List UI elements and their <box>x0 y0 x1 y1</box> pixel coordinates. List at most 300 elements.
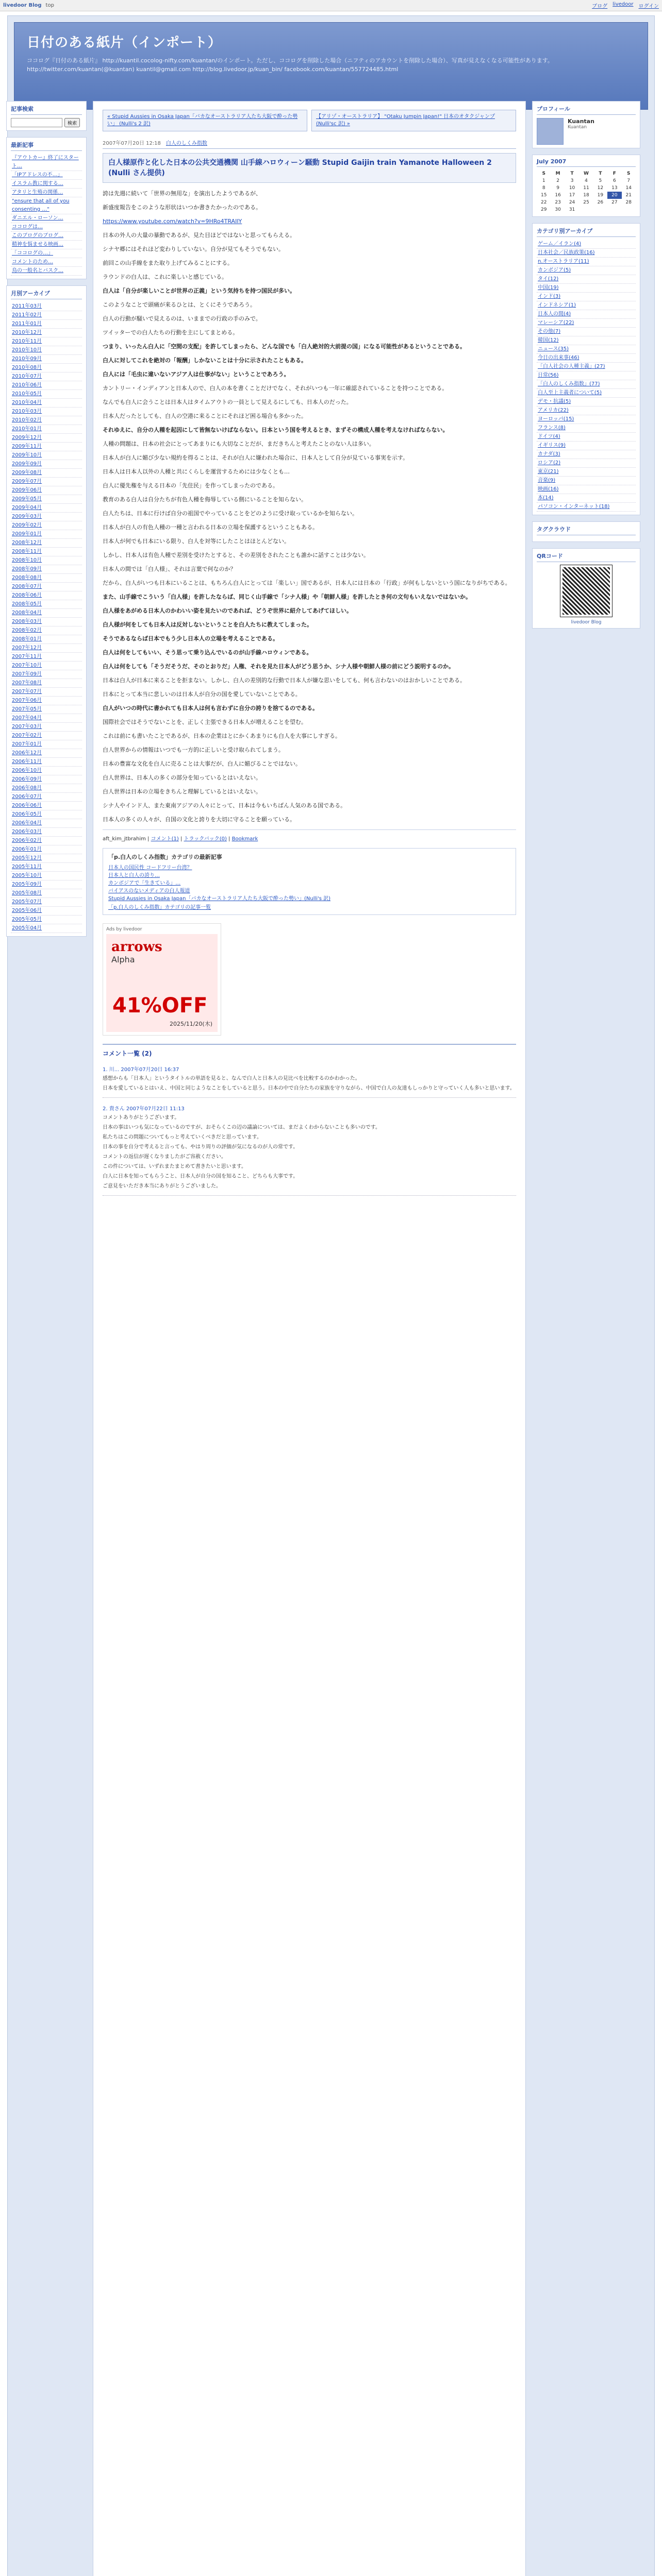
archive-month-item[interactable] <box>11 565 82 574</box>
comment-meta[interactable]: 1. 川... 2007年07月20日 16:37 <box>103 1067 179 1073</box>
archive-month-item[interactable] <box>11 880 82 889</box>
archive-month-item-link[interactable]: 2006年06月 <box>12 803 42 808</box>
category-item-link[interactable]: カンボジア(5) <box>538 267 571 273</box>
archive-month-item-link[interactable]: 2007年06月 <box>12 698 42 703</box>
recent-post-item[interactable] <box>11 197 82 214</box>
related-item-link[interactable]: 日本人と白人の誇り… <box>108 873 160 878</box>
blog-title[interactable]: 日付のある紙片（インポート） <box>27 35 222 50</box>
category-item[interactable] <box>537 494 636 503</box>
archive-month-item-link[interactable]: 2008年12月 <box>12 540 42 546</box>
category-item-link[interactable]: 本(14) <box>538 495 554 501</box>
recent-post-item-link[interactable]: 鳥の一般名とバスク… <box>12 268 63 274</box>
calendar-day[interactable] <box>579 206 593 213</box>
archive-month-item-link[interactable]: 2009年04月 <box>12 505 42 511</box>
top-link-login[interactable]: ログイン <box>638 4 659 9</box>
archive-month-item-link[interactable]: 2008年08月 <box>12 575 42 581</box>
archive-month-item[interactable] <box>11 688 82 697</box>
category-item[interactable] <box>537 310 636 319</box>
archive-month-item-link[interactable]: 2009年08月 <box>12 470 42 476</box>
archive-month-item-link[interactable]: 2010年02月 <box>12 417 42 423</box>
archive-month-item-link[interactable]: 2008年07月 <box>12 584 42 589</box>
archive-month-item-link[interactable]: 2006年11月 <box>12 759 42 765</box>
archive-month-item[interactable] <box>11 662 82 670</box>
archive-month-item[interactable] <box>11 644 82 653</box>
recent-post-item[interactable] <box>11 241 82 249</box>
archive-month-item-link[interactable]: 2010年11月 <box>12 338 42 344</box>
archive-month-item[interactable] <box>11 626 82 635</box>
recent-post-item-link[interactable]: 精神を悩ませる映画… <box>12 242 63 247</box>
recent-post-item[interactable] <box>11 249 82 258</box>
archive-month-item-link[interactable]: 2008年05月 <box>12 601 42 607</box>
calendar-day[interactable] <box>607 206 621 213</box>
calendar-day[interactable]: 16 <box>555 193 561 198</box>
archive-month-item[interactable] <box>11 670 82 679</box>
archive-month-item-link[interactable]: 2009年11月 <box>12 444 42 449</box>
related-item[interactable] <box>108 879 510 887</box>
calendar-day[interactable]: 30 <box>555 207 561 212</box>
archive-month-item-link[interactable]: 2008年11月 <box>12 549 42 554</box>
archive-month-item[interactable] <box>11 679 82 688</box>
category-item-link[interactable]: ニュース(35) <box>538 346 569 352</box>
category-item-link[interactable]: カナダ(3) <box>538 451 560 457</box>
recent-post-item-link[interactable]: 「ココログの…」 <box>12 250 53 256</box>
archive-month-item[interactable] <box>11 758 82 767</box>
calendar-day[interactable]: 15 <box>540 193 547 198</box>
avatar[interactable] <box>537 118 564 145</box>
post-paragraph[interactable] <box>103 217 516 226</box>
category-item-link[interactable]: タイ(12) <box>538 276 559 282</box>
archive-month-item[interactable] <box>11 837 82 845</box>
archive-month-item-link[interactable]: 2007年02月 <box>12 733 42 738</box>
archive-month-item[interactable] <box>11 408 82 416</box>
advertisement[interactable] <box>103 923 221 1036</box>
archive-month-item-link[interactable]: 2005年10月 <box>12 873 42 878</box>
calendar-day[interactable]: 9 <box>556 185 559 191</box>
archive-month-item[interactable] <box>11 504 82 513</box>
post-author[interactable]: aft_kim_jtbrahim <box>103 836 146 842</box>
archive-month-item[interactable] <box>11 898 82 907</box>
archive-month-item-link[interactable]: 2006年07月 <box>12 794 42 800</box>
archive-month-item-link[interactable]: 2010年03月 <box>12 409 42 414</box>
archive-month-item-link[interactable]: 2007年10月 <box>12 663 42 668</box>
category-item-link[interactable]: 音楽(9) <box>538 478 556 483</box>
archive-month-item[interactable] <box>11 793 82 802</box>
archive-month-item[interactable] <box>11 425 82 434</box>
category-item-link[interactable]: マレーシア(22) <box>538 320 574 326</box>
category-item[interactable] <box>537 319 636 328</box>
calendar-day[interactable]: 5 <box>599 178 602 183</box>
archive-month-item-link[interactable]: 2010年09月 <box>12 356 42 362</box>
archive-month-item-link[interactable]: 2006年04月 <box>12 820 42 826</box>
related-item[interactable] <box>108 895 510 903</box>
archive-month-item[interactable] <box>11 854 82 863</box>
category-item-link[interactable]: 東京(21) <box>538 469 559 474</box>
calendar-day[interactable]: 23 <box>555 200 561 205</box>
archive-month-item[interactable] <box>11 889 82 898</box>
recent-post-item[interactable] <box>11 154 82 171</box>
archive-month-item[interactable] <box>11 828 82 837</box>
category-item-link[interactable]: フランス(8) <box>538 425 566 431</box>
category-item-link[interactable]: 映画(16) <box>538 486 559 492</box>
calendar-day[interactable]: 2 <box>556 178 559 183</box>
calendar-day[interactable]: 26 <box>597 200 604 205</box>
category-item[interactable] <box>537 485 636 494</box>
recent-post-item[interactable] <box>11 258 82 267</box>
archive-month-item[interactable] <box>11 600 82 609</box>
archive-month-item-link[interactable]: 2009年10月 <box>12 452 42 458</box>
category-item-link[interactable]: パソコン・インターネット(18) <box>538 504 610 510</box>
trackbacks-link[interactable]: トラックバック(0) <box>184 836 227 842</box>
calendar-day[interactable]: 27 <box>611 200 618 205</box>
archive-month-item-link[interactable]: 2006年05月 <box>12 811 42 817</box>
search-button[interactable]: 検索 <box>64 118 80 127</box>
category-item-link[interactable]: インドネシア(1) <box>538 302 576 308</box>
archive-month-item-link[interactable]: 2009年06月 <box>12 487 42 493</box>
category-item-link[interactable]: 韓国(12) <box>538 337 559 343</box>
calendar-day[interactable]: 24 <box>569 200 575 205</box>
archive-month-item[interactable] <box>11 697 82 705</box>
recent-post-item[interactable] <box>11 214 82 223</box>
category-item[interactable] <box>537 459 636 468</box>
archive-month-item-link[interactable]: 2010年04月 <box>12 400 42 405</box>
archive-month-item-link[interactable]: 2006年12月 <box>12 750 42 756</box>
archive-month-item[interactable] <box>11 767 82 775</box>
archive-month-item[interactable] <box>11 311 82 320</box>
calendar-day[interactable]: 3 <box>570 178 574 183</box>
prev-post-link[interactable] <box>103 110 307 131</box>
archive-month-item-link[interactable]: 2008年06月 <box>12 592 42 598</box>
category-item-link[interactable]: 日本人の間(4) <box>538 311 571 317</box>
archive-month-item-link[interactable]: 2007年12月 <box>12 645 42 651</box>
archive-month-item-link[interactable]: 2007年09月 <box>12 671 42 677</box>
top-link-livedoor[interactable]: livedoor <box>613 2 634 7</box>
prev-post-text[interactable]: « Stupid Aussies in Osaka Japan「バカなオーストラリア人たち大阪で酔った勢い」 (Nulli's 2 訳) <box>107 114 298 127</box>
archive-month-item[interactable] <box>11 723 82 732</box>
category-item[interactable] <box>537 275 636 284</box>
archive-month-item-link[interactable]: 2006年09月 <box>12 776 42 782</box>
archive-month-item[interactable] <box>11 530 82 539</box>
archive-month-item-link[interactable]: 2006年02月 <box>12 838 42 843</box>
recent-post-item[interactable] <box>11 223 82 232</box>
post-category-link[interactable]: 白人のしくみ指数 <box>166 141 207 146</box>
archive-month-item-link[interactable]: 2005年07月 <box>12 899 42 905</box>
category-item[interactable] <box>537 266 636 275</box>
category-item-link[interactable]: 白人至上主義者について(5) <box>538 390 602 396</box>
category-item[interactable] <box>537 503 636 512</box>
archive-month-item[interactable] <box>11 355 82 364</box>
archive-month-item-link[interactable]: 2005年04月 <box>12 925 42 931</box>
calendar-day[interactable]: 20 <box>607 192 621 199</box>
category-item[interactable] <box>537 450 636 459</box>
archive-month-item-link[interactable]: 2006年10月 <box>12 768 42 773</box>
calendar-day[interactable]: 21 <box>625 193 632 198</box>
category-item-link[interactable]: 「白人社会の人種主義」(27) <box>538 364 605 369</box>
archive-month-item-link[interactable]: 2010年10月 <box>12 347 42 353</box>
recent-post-item-link[interactable]: アタリと生殖の関係… <box>12 190 63 195</box>
category-item[interactable] <box>537 258 636 266</box>
category-item-link[interactable]: 今日の出来事(46) <box>538 355 580 361</box>
calendar-day[interactable]: 4 <box>585 178 588 183</box>
recent-post-item[interactable] <box>11 267 82 276</box>
archive-month-item[interactable] <box>11 749 82 758</box>
calendar-day[interactable]: 25 <box>583 200 589 205</box>
archive-month-item-link[interactable]: 2010年06月 <box>12 382 42 388</box>
recent-post-item-link[interactable]: "ensure that all of you consenting …" <box>12 198 70 212</box>
category-item[interactable] <box>537 284 636 293</box>
archive-month-item[interactable] <box>11 740 82 749</box>
archive-month-item-link[interactable]: 2010年01月 <box>12 426 42 432</box>
category-item[interactable] <box>537 406 636 415</box>
archive-month-item[interactable] <box>11 399 82 408</box>
calendar-day[interactable]: 1 <box>542 178 545 183</box>
archive-month-item-link[interactable]: 2010年08月 <box>12 365 42 370</box>
archive-month-item-link[interactable]: 2009年01月 <box>12 531 42 537</box>
archive-month-item[interactable] <box>11 916 82 924</box>
category-item-link[interactable]: ゲーム／イラン(4) <box>538 241 582 247</box>
related-item[interactable] <box>108 887 510 895</box>
category-item[interactable] <box>537 371 636 380</box>
category-item[interactable] <box>537 328 636 336</box>
archive-month-item[interactable] <box>11 302 82 311</box>
archive-month-item[interactable] <box>11 784 82 793</box>
archive-month-item-link[interactable]: 2007年05月 <box>12 706 42 712</box>
archive-month-item-link[interactable]: 2009年02月 <box>12 522 42 528</box>
archive-month-item[interactable] <box>11 495 82 504</box>
archive-month-item[interactable] <box>11 591 82 600</box>
category-item-link[interactable]: アメリカ(22) <box>538 408 569 413</box>
calendar-day[interactable]: 18 <box>583 193 589 198</box>
archive-month-item[interactable] <box>11 469 82 478</box>
archive-month-item-link[interactable]: 2005年08月 <box>12 890 42 896</box>
archive-month-item[interactable] <box>11 635 82 644</box>
recent-post-item-link[interactable]: コメントのため… <box>12 259 53 265</box>
category-item[interactable] <box>537 389 636 398</box>
calendar-day[interactable]: 8 <box>542 185 545 191</box>
category-item-link[interactable]: 日常(56) <box>538 372 559 378</box>
archive-month-item[interactable] <box>11 521 82 530</box>
archive-month-item[interactable] <box>11 539 82 548</box>
archive-month-item[interactable] <box>11 416 82 425</box>
archive-month-item[interactable] <box>11 907 82 916</box>
related-item-link[interactable]: バイアスのないメディアの白人報道 <box>108 888 190 894</box>
archive-month-item[interactable] <box>11 775 82 784</box>
calendar-day[interactable]: 6 <box>613 178 616 183</box>
archive-month-item-link[interactable]: 2008年10月 <box>12 557 42 563</box>
comment-meta[interactable]: 2. 貴さん 2007年07月22日 11:13 <box>103 1106 185 1112</box>
related-item[interactable] <box>108 864 510 872</box>
related-item-link[interactable]: カンボジアで「生きている」… <box>108 880 181 886</box>
calendar-day[interactable]: 13 <box>611 185 618 191</box>
archive-month-item[interactable] <box>11 548 82 556</box>
archive-month-item[interactable] <box>11 732 82 740</box>
archive-month-item-link[interactable]: 2005年06月 <box>12 908 42 913</box>
category-item[interactable] <box>537 424 636 433</box>
archive-month-item[interactable] <box>11 609 82 618</box>
calendar-day[interactable]: 10 <box>569 185 575 191</box>
archive-month-item-link[interactable]: 2005年05月 <box>12 917 42 922</box>
archive-month-item-link[interactable]: 2007年07月 <box>12 689 42 694</box>
bookmark-link[interactable]: Bookmark <box>231 836 258 842</box>
related-more-link[interactable]: 「p.白人のしくみ指数」カテゴリの記事一覧 <box>108 905 211 910</box>
archive-month-item-link[interactable]: 2005年12月 <box>12 855 42 861</box>
category-item[interactable] <box>537 249 636 258</box>
category-item[interactable] <box>537 468 636 477</box>
archive-month-item[interactable] <box>11 863 82 872</box>
archive-month-item[interactable] <box>11 460 82 469</box>
archive-month-item[interactable] <box>11 802 82 810</box>
category-item[interactable] <box>537 301 636 310</box>
archive-month-item[interactable] <box>11 390 82 399</box>
category-item[interactable] <box>537 240 636 249</box>
archive-month-item-link[interactable]: 2009年09月 <box>12 461 42 467</box>
calendar-day[interactable]: 11 <box>583 185 589 191</box>
archive-month-item-link[interactable]: 2010年12月 <box>12 330 42 335</box>
archive-month-item-link[interactable]: 2007年11月 <box>12 654 42 659</box>
archive-month-item-link[interactable]: 2011年03月 <box>12 303 42 309</box>
recent-post-item-link[interactable]: 「IPアドレスの不…」 <box>12 172 63 178</box>
top-link-blog[interactable]: ブログ <box>592 4 608 9</box>
category-item[interactable] <box>537 293 636 301</box>
archive-month-item-link[interactable]: 2008年02月 <box>12 628 42 633</box>
category-item-link[interactable]: 「白人のしくみ指数」(77) <box>538 381 600 387</box>
calendar-day[interactable]: 17 <box>569 193 575 198</box>
calendar-day[interactable]: 12 <box>597 185 604 191</box>
recent-post-item-link[interactable]: ココログは… <box>12 224 43 230</box>
calendar-day[interactable]: 29 <box>540 207 547 212</box>
archive-month-item-link[interactable]: 2005年11月 <box>12 864 42 870</box>
category-item[interactable] <box>537 398 636 406</box>
category-item-link[interactable]: イギリス(9) <box>538 443 566 448</box>
category-item[interactable] <box>537 415 636 424</box>
category-item-link[interactable]: デモ・抗議(5) <box>538 399 571 404</box>
archive-month-item[interactable] <box>11 583 82 591</box>
archive-month-item[interactable] <box>11 478 82 486</box>
recent-post-item[interactable] <box>11 171 82 180</box>
category-item[interactable] <box>537 442 636 450</box>
recent-post-item-link[interactable]: イスラム教に関する… <box>12 181 63 187</box>
calendar-day[interactable]: 14 <box>625 185 632 191</box>
profile-name[interactable]: Kuantan <box>568 118 594 125</box>
archive-month-item-link[interactable]: 2009年05月 <box>12 496 42 502</box>
category-item[interactable] <box>537 477 636 485</box>
category-item[interactable] <box>537 433 636 442</box>
next-post-text[interactable]: 【アリゾ・オーストラリア】 "Otaku Jumpin Japan!" 日本のオタクジャンプ (Nulli'sc 訳) » <box>316 114 495 127</box>
archive-month-item[interactable] <box>11 556 82 565</box>
category-item-link[interactable]: ロシア(2) <box>538 460 561 466</box>
category-item-link[interactable]: 中国(19) <box>538 285 559 291</box>
archive-month-item[interactable] <box>11 819 82 828</box>
archive-month-item-link[interactable]: 2006年03月 <box>12 829 42 835</box>
video-link[interactable]: https://www.youtube.com/watch?v=9HRo4TRAIIY <box>103 218 242 225</box>
calendar-day[interactable]: 28 <box>625 200 632 205</box>
category-item-link[interactable]: ヨーロッパ(15) <box>538 416 574 422</box>
archive-month-item[interactable] <box>11 434 82 443</box>
category-item-link[interactable]: その他(7) <box>538 329 561 334</box>
related-item[interactable] <box>108 872 510 879</box>
archive-month-item-link[interactable]: 2008年04月 <box>12 610 42 616</box>
archive-month-item[interactable] <box>11 486 82 495</box>
category-item-link[interactable]: 日本社会／民族政策(16) <box>538 250 595 256</box>
archive-month-item-link[interactable]: 2009年12月 <box>12 435 42 440</box>
calendar-day[interactable]: 19 <box>597 193 604 198</box>
calendar-day[interactable]: 22 <box>540 200 547 205</box>
archive-month-item[interactable] <box>11 346 82 355</box>
archive-month-item[interactable] <box>11 618 82 626</box>
archive-month-item-link[interactable]: 2009年07月 <box>12 479 42 484</box>
recent-post-item[interactable] <box>11 189 82 197</box>
archive-month-item[interactable] <box>11 372 82 381</box>
archive-month-item-link[interactable]: 2006年01月 <box>12 846 42 852</box>
comments-link[interactable]: コメント(1) <box>151 836 179 842</box>
recent-post-item[interactable] <box>11 232 82 241</box>
archive-month-item[interactable] <box>11 337 82 346</box>
archive-month-item-link[interactable]: 2007年01月 <box>12 741 42 747</box>
search-input[interactable] <box>11 118 62 127</box>
archive-month-item[interactable] <box>11 451 82 460</box>
archive-month-item[interactable] <box>11 381 82 390</box>
archive-month-item-link[interactable]: 2007年04月 <box>12 715 42 721</box>
archive-month-item[interactable] <box>11 705 82 714</box>
recent-post-item-link[interactable]: このブログのブログ… <box>12 233 63 239</box>
recent-post-item-link[interactable]: 『アウトカー』終了にスタート… <box>12 155 79 169</box>
category-item[interactable] <box>537 363 636 371</box>
archive-month-item[interactable] <box>11 872 82 880</box>
recent-post-item[interactable] <box>11 180 82 189</box>
recent-post-item-link[interactable]: ダニエル・ローソン… <box>12 215 63 221</box>
archive-month-item[interactable] <box>11 443 82 451</box>
archive-month-item-link[interactable]: 2006年08月 <box>12 785 42 791</box>
archive-month-item[interactable] <box>11 714 82 723</box>
archive-month-item[interactable] <box>11 513 82 521</box>
livedoor-badge[interactable]: livedoor Blog <box>571 620 602 625</box>
category-item[interactable] <box>537 345 636 354</box>
archive-month-item[interactable] <box>11 845 82 854</box>
next-post-link[interactable] <box>311 110 516 131</box>
calendar-day[interactable] <box>622 206 636 213</box>
archive-month-item[interactable] <box>11 810 82 819</box>
archive-month-item-link[interactable]: 2011年02月 <box>12 312 42 318</box>
archive-month-item[interactable] <box>11 320 82 329</box>
archive-month-item-link[interactable]: 2008年01月 <box>12 636 42 642</box>
category-item[interactable] <box>537 336 636 345</box>
archive-month-item-link[interactable]: 2009年03月 <box>12 514 42 519</box>
ad-banner[interactable] <box>106 934 218 1032</box>
category-item-link[interactable]: n.オーストラリア(11) <box>538 259 589 264</box>
archive-month-item-link[interactable]: 2008年03月 <box>12 619 42 624</box>
archive-month-item-link[interactable]: 2007年03月 <box>12 724 42 730</box>
top-bar-left-text[interactable]: top <box>45 3 54 8</box>
archive-month-item[interactable] <box>11 924 82 933</box>
archive-month-item-link[interactable]: 2010年05月 <box>12 391 42 397</box>
category-item-link[interactable]: ドイツ(4) <box>538 434 560 439</box>
calendar-day[interactable] <box>593 206 607 213</box>
archive-month-item-link[interactable]: 2007年08月 <box>12 680 42 686</box>
related-item-link[interactable]: Stupid Aussies in Osaka Japan「バカなオーストラリア人たち大阪で酔った勢い」(Nulli's 訳) <box>108 896 331 902</box>
category-item[interactable] <box>537 354 636 363</box>
archive-month-item[interactable] <box>11 364 82 372</box>
archive-month-item[interactable] <box>11 574 82 583</box>
category-item[interactable] <box>537 380 636 389</box>
archive-month-item-link[interactable]: 2008年09月 <box>12 566 42 572</box>
archive-month-item-link[interactable]: 2011年01月 <box>12 321 42 327</box>
archive-month-item-link[interactable]: 2005年09月 <box>12 882 42 887</box>
archive-month-item[interactable] <box>11 653 82 662</box>
category-item-link[interactable]: インド(3) <box>538 294 561 299</box>
livedoor-blog-logo[interactable]: livedoor Blog <box>3 3 42 8</box>
calendar-day[interactable]: 31 <box>569 207 575 212</box>
related-item-link[interactable]: 日本人の国民性 コードフリー台湾？ <box>108 865 192 871</box>
archive-month-item[interactable] <box>11 329 82 337</box>
